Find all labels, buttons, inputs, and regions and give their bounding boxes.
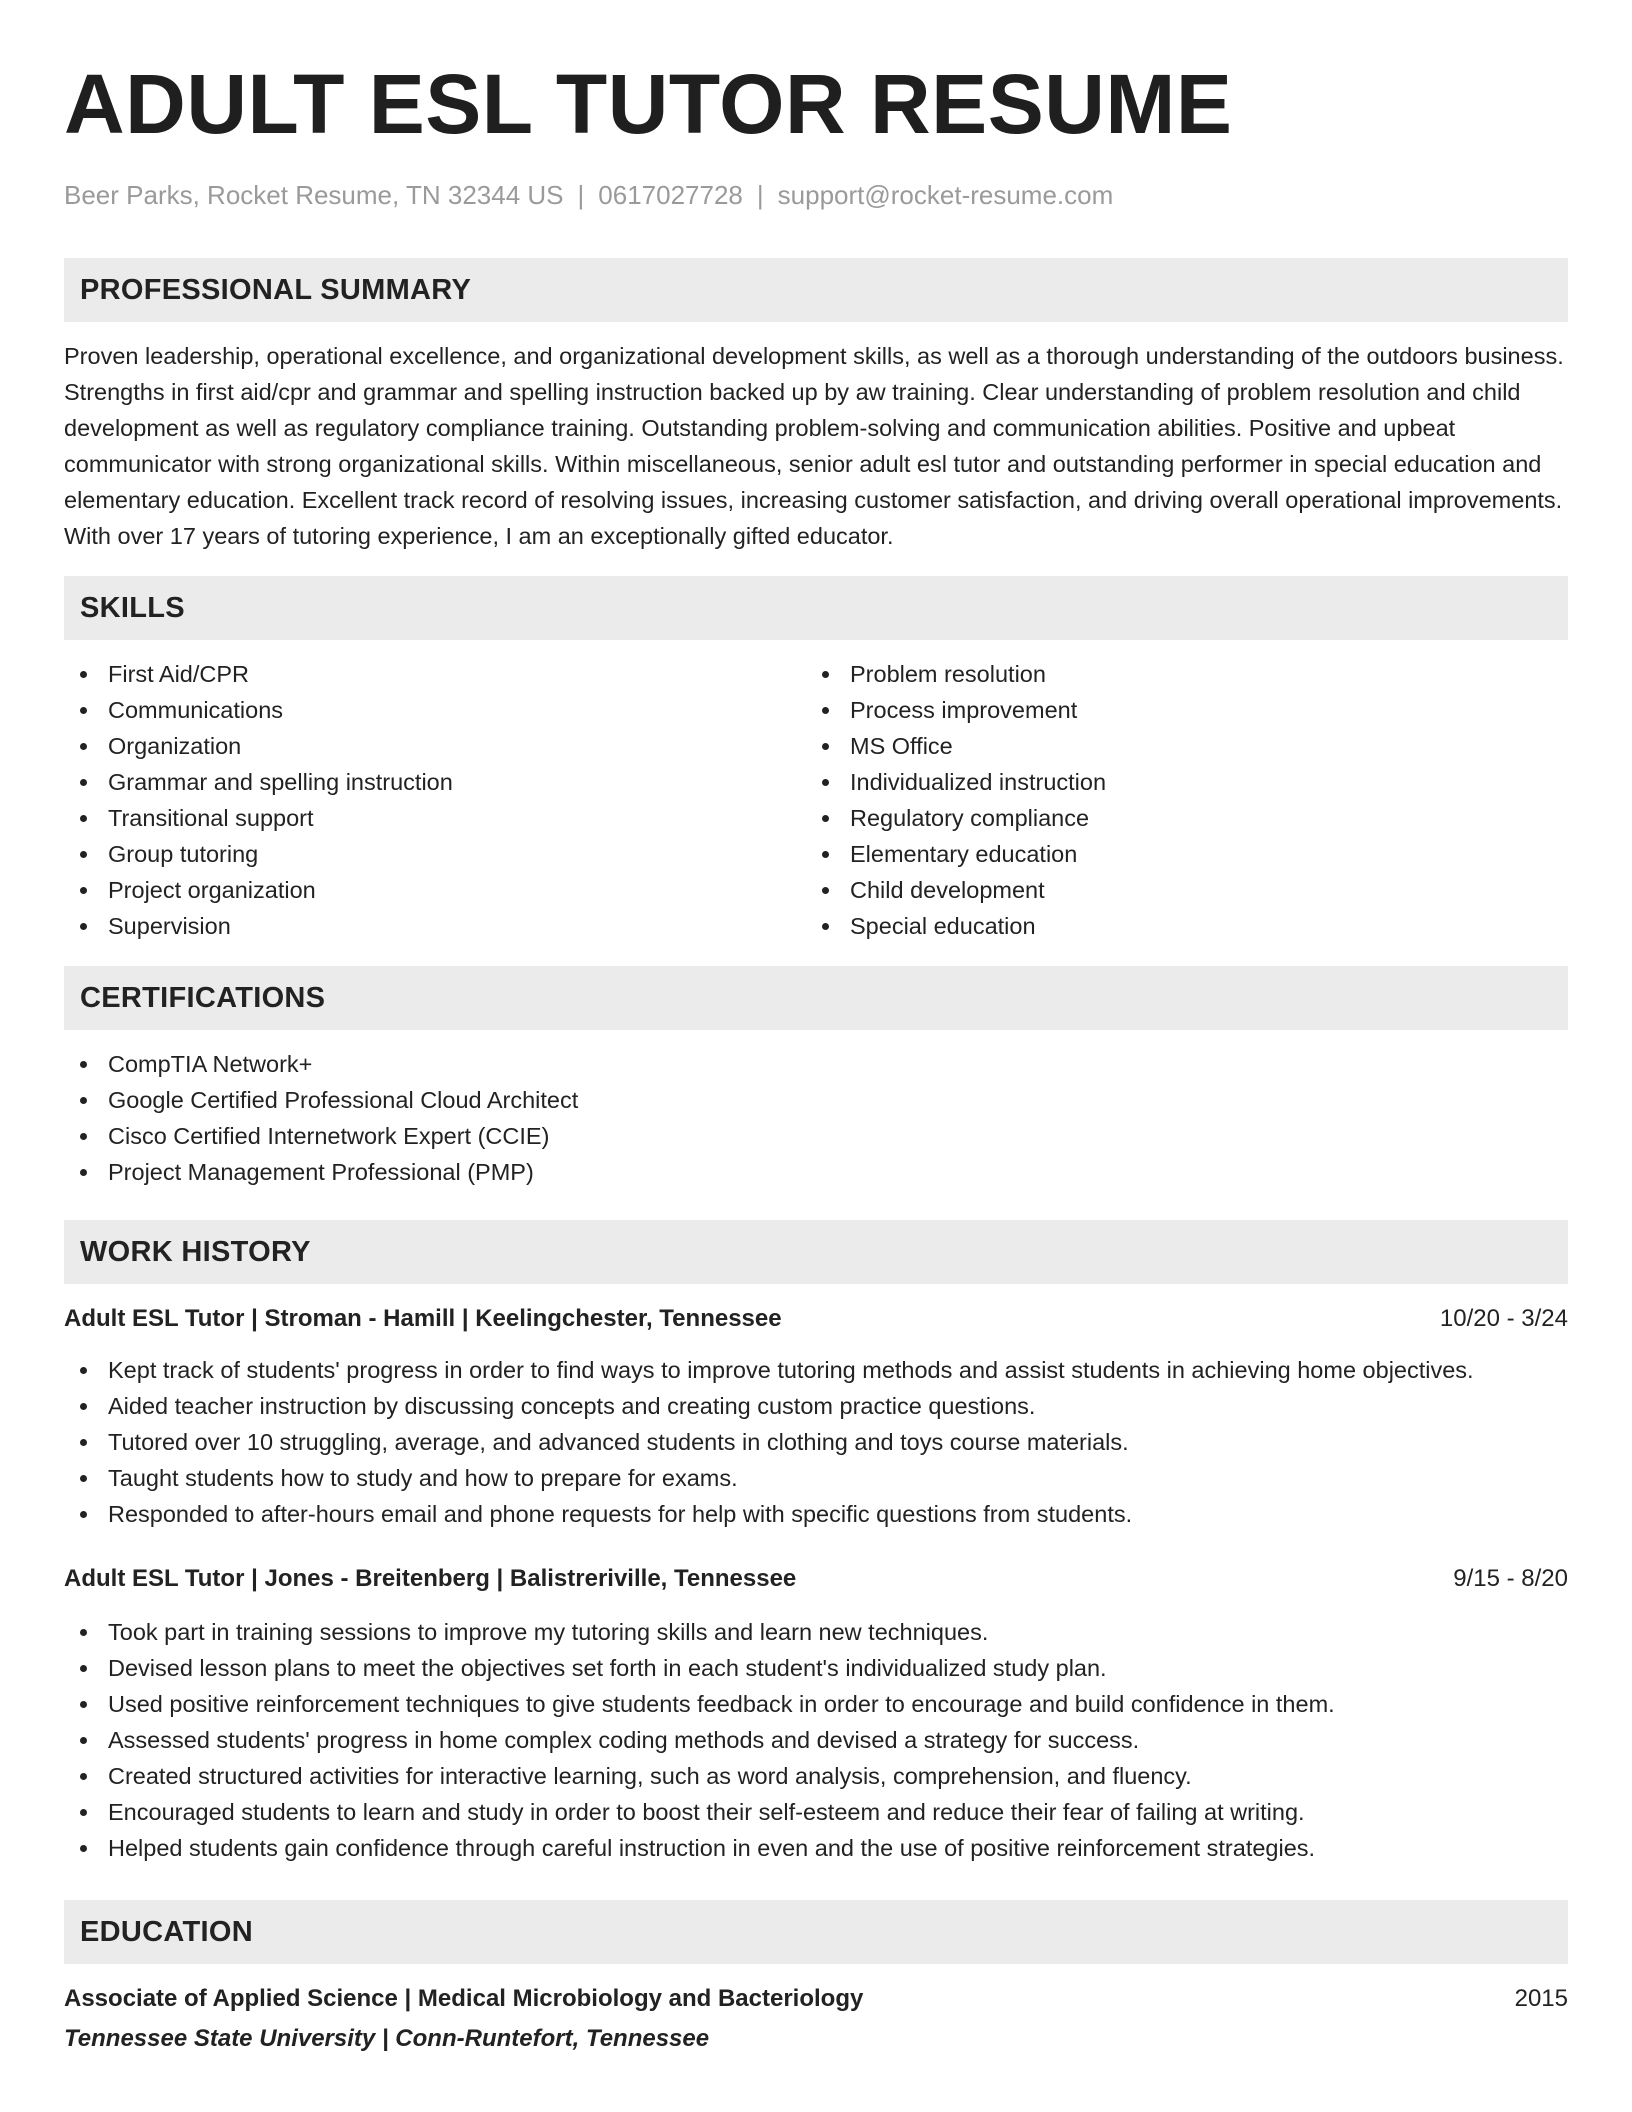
skills-list [64, 656, 1568, 944]
certification-item: CompTIA Network+ [64, 1046, 1568, 1082]
resume-title: ADULT ESL TUTOR RESUME [64, 57, 1233, 151]
skill-item: Regulatory compliance [806, 800, 1548, 836]
job-entry [64, 1302, 1568, 1532]
summary-text: Proven leadership, operational excellence, and organizational development skills, as well as a thorough understanding of the outdoors business. Strengths in first aid/cpr and grammar and spelling instruction backed up by aw training. Clear understanding of problem resolution and child development as well as regulatory compliance training. Outstanding problem-solving and communication abilities. Positive and upbeat communicator with strong organizational skills. Within miscellaneous, senior adult esl tutor and outstanding performer in special education and elementary education. Excellent track record of resolving issues, increasing customer satisfaction, and driving overall operational improvements. With over 17 years of tutoring experience, I am an exceptionally gifted educator. [64, 343, 1564, 549]
skill-item: First Aid/CPR [64, 656, 806, 692]
job-duty: Aided teacher instruction by discussing concepts and creating custom practice questions. [64, 1388, 1568, 1424]
job-header [64, 1562, 1568, 1596]
contact-email[interactable]: support@rocket-resume.com [777, 180, 1114, 210]
job-duty: Created structured activities for interactive learning, such as word analysis, comprehension, and fluency. [64, 1758, 1568, 1794]
skill-item: Communications [64, 692, 806, 728]
skills-column-left [64, 656, 806, 944]
job-duties [64, 1352, 1568, 1532]
skill-item: Grammar and spelling instruction [64, 764, 806, 800]
skills-heading: SKILLS [80, 591, 185, 624]
job-header [64, 1302, 1568, 1336]
certification-item: Project Management Professional (PMP) [64, 1154, 1568, 1190]
degree-title: Associate of Applied Science | Medical Microbiology and Bacteriology [64, 1985, 864, 2012]
job-duty: Taught students how to study and how to prepare for exams. [64, 1460, 1568, 1496]
job-duty: Took part in training sessions to improve my tutoring skills and learn new techniques. [64, 1614, 1568, 1650]
job-duty: Used positive reinforcement techniques to give students feedback in order to encourage and build confidence in them. [64, 1686, 1568, 1722]
job-duty: Responded to after-hours email and phone requests for help with specific questions from students. [64, 1496, 1568, 1532]
certification-item: Google Certified Professional Cloud Architect [64, 1082, 1568, 1118]
skills-header [64, 576, 1568, 640]
graduation-year: 2015 [1514, 1985, 1568, 2012]
job-dates: 9/15 - 8/20 [1453, 1565, 1568, 1592]
certifications-list [64, 1046, 1568, 1190]
education-header-row [64, 1982, 1568, 2016]
summary-heading: PROFESSIONAL SUMMARY [80, 273, 472, 306]
contact-phone: 0617027728 [598, 180, 743, 210]
contact-address: Beer Parks, Rocket Resume, TN 32344 US [64, 180, 564, 210]
job-duty: Devised lesson plans to meet the objectives set forth in each student's individualized study plan. [64, 1650, 1568, 1686]
school-name: Tennessee State University | Conn-Runtefort, Tennessee [64, 2025, 710, 2052]
work-history-header [64, 1220, 1568, 1284]
education-heading: EDUCATION [80, 1915, 253, 1948]
skill-item: Project organization [64, 872, 806, 908]
skill-item: Child development [806, 872, 1548, 908]
skill-item: Group tutoring [64, 836, 806, 872]
skill-item: Transitional support [64, 800, 806, 836]
education-header [64, 1900, 1568, 1964]
work-history-heading: WORK HISTORY [80, 1235, 311, 1268]
skill-item: Individualized instruction [806, 764, 1548, 800]
summary-header [64, 258, 1568, 322]
job-title: Adult ESL Tutor | Stroman - Hamill | Keelingchester, Tennessee [64, 1305, 782, 1332]
skill-item: MS Office [806, 728, 1548, 764]
skill-item: Supervision [64, 908, 806, 944]
job-duty: Kept track of students' progress in order to find ways to improve tutoring methods and assist students in achieving home objectives. [64, 1352, 1568, 1388]
skill-item: Elementary education [806, 836, 1548, 872]
skill-item: Problem resolution [806, 656, 1548, 692]
job-dates: 10/20 - 3/24 [1439, 1305, 1568, 1332]
contact-separator: | [756, 180, 764, 210]
contact-line [64, 178, 1568, 212]
certification-item: Cisco Certified Internetwork Expert (CCIE) [64, 1118, 1568, 1154]
job-duty: Helped students gain confidence through careful instruction in even and the use of positive reinforcement strategies. [64, 1830, 1568, 1866]
job-duty: Tutored over 10 struggling, average, and advanced students in clothing and toys course materials. [64, 1424, 1568, 1460]
contact-separator: | [577, 180, 585, 210]
skill-item: Process improvement [806, 692, 1548, 728]
job-duty: Encouraged students to learn and study in order to boost their self-esteem and reduce their fear of failing at writing. [64, 1794, 1568, 1830]
certifications-heading: CERTIFICATIONS [80, 981, 326, 1014]
job-title: Adult ESL Tutor | Jones - Breitenberg | Balistreriville, Tennessee [64, 1565, 797, 1592]
skill-item: Special education [806, 908, 1548, 944]
job-entry [64, 1562, 1568, 1866]
skill-item: Organization [64, 728, 806, 764]
education-entry [64, 1982, 1568, 2056]
certifications-header [64, 966, 1568, 1030]
skills-column-right [806, 656, 1548, 944]
job-duty: Assessed students' progress in home complex coding methods and devised a strategy for success. [64, 1722, 1568, 1758]
job-duties [64, 1614, 1568, 1866]
